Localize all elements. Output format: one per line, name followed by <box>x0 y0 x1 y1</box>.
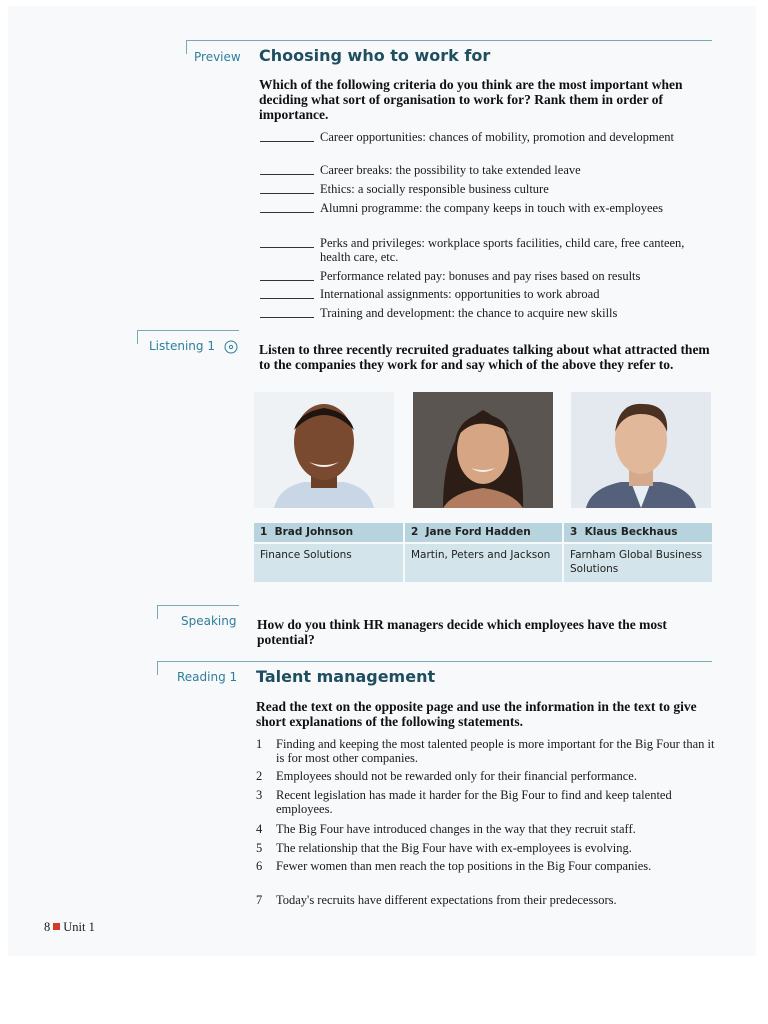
table-header-cell: 3 Klaus Beckhaus <box>564 523 712 542</box>
table-cell: Farnham Global Business Solutions <box>564 544 712 582</box>
reading-tick <box>157 661 158 675</box>
page-number: 8 <box>44 920 51 934</box>
statement-text: The Big Four have introduced changes in the way that they recruit staff. <box>276 822 636 836</box>
statement-text: The relationship that the Big Four have with ex-employees is evolving. <box>276 841 632 855</box>
footer-square-icon <box>53 923 60 930</box>
rank-blank[interactable] <box>260 141 314 142</box>
preview-label: Preview <box>194 50 241 64</box>
criterion-text: Perks and privileges: workplace sports facilities, child care, free canteen, health care, etc. <box>320 236 685 264</box>
statement-text: Fewer women than men reach the top positions in the Big Four companies. <box>276 859 652 873</box>
preview-title: Choosing who to work for <box>259 46 491 65</box>
statement-number: 4 <box>256 822 263 836</box>
rank-blank[interactable] <box>260 247 314 248</box>
reading-intro: Read the text on the opposite page and use the information in the text to give short explanations of the following statements. <box>256 699 697 729</box>
rank-blank[interactable] <box>260 280 314 281</box>
rank-blank[interactable] <box>260 212 314 213</box>
speaking-tick <box>157 605 158 619</box>
statement-number: 7 <box>256 893 263 907</box>
reading-title: Talent management <box>256 667 436 686</box>
criterion-text: Performance related pay: bonuses and pay rises based on results <box>320 269 641 283</box>
preview-tick <box>186 40 187 54</box>
statement-number: 6 <box>256 859 263 873</box>
statement-number: 3 <box>256 788 263 802</box>
page-footer <box>44 920 95 935</box>
listening-tick <box>137 330 138 344</box>
preview-intro: Which of the following criteria do you think are the most important when deciding what sort of organisation to work for? Rank them in order of importance. <box>259 77 683 122</box>
criterion-text: Ethics: a socially responsible business culture <box>320 182 549 196</box>
photo-klaus-beckhaus <box>571 392 711 508</box>
reading-label: Reading 1 <box>177 670 238 684</box>
statement-text: Finding and keeping the most talented people is more important for the Big Four than it is for most other companies. <box>276 737 715 765</box>
table-cell: Finance Solutions <box>254 544 403 582</box>
criterion-text: Career opportunities: chances of mobility, promotion and development <box>320 130 674 144</box>
photo-brad-johnson <box>254 392 394 508</box>
speaking-rule <box>157 605 239 606</box>
rank-blank[interactable] <box>260 317 314 318</box>
preview-rule <box>186 40 712 41</box>
table-header-cell: 2 Jane Ford Hadden <box>405 523 562 542</box>
speaking-label: Speaking <box>181 614 237 628</box>
statement-number: 5 <box>256 841 263 855</box>
listening-intro: Listen to three recently recruited graduates talking about what attracted them to the companies they work for and say which of the above they refer to. <box>259 342 710 372</box>
statement-text: Employees should not be rewarded only for their financial performance. <box>276 769 637 783</box>
rank-blank[interactable] <box>260 174 314 175</box>
criterion-text: International assignments: opportunities to work abroad <box>320 287 600 301</box>
rank-blank[interactable] <box>260 193 314 194</box>
statement-number: 2 <box>256 769 263 783</box>
photo-jane-ford-hadden <box>413 392 553 508</box>
unit-label: Unit 1 <box>63 920 95 934</box>
statement-text: Recent legislation has made it harder for the Big Four to find and keep talented employees. <box>276 788 672 816</box>
table-cell: Martin, Peters and Jackson <box>405 544 562 582</box>
speaking-question: How do you think HR managers decide which employees have the most potential? <box>257 617 667 647</box>
criterion-text: Alumni programme: the company keeps in touch with ex-employees <box>320 201 663 215</box>
listening-label: Listening 1 <box>149 339 215 353</box>
statement-text: Today's recruits have different expectations from their predecessors. <box>276 893 617 907</box>
listening-rule <box>137 330 239 331</box>
statement-number: 1 <box>256 737 263 751</box>
reading-rule <box>157 661 712 662</box>
criterion-text: Training and development: the chance to acquire new skills <box>320 306 618 320</box>
criterion-text: Career breaks: the possibility to take extended leave <box>320 163 581 177</box>
audio-cd-icon[interactable] <box>224 340 238 354</box>
rank-blank[interactable] <box>260 298 314 299</box>
table-header-cell: 1 Brad Johnson <box>254 523 403 542</box>
